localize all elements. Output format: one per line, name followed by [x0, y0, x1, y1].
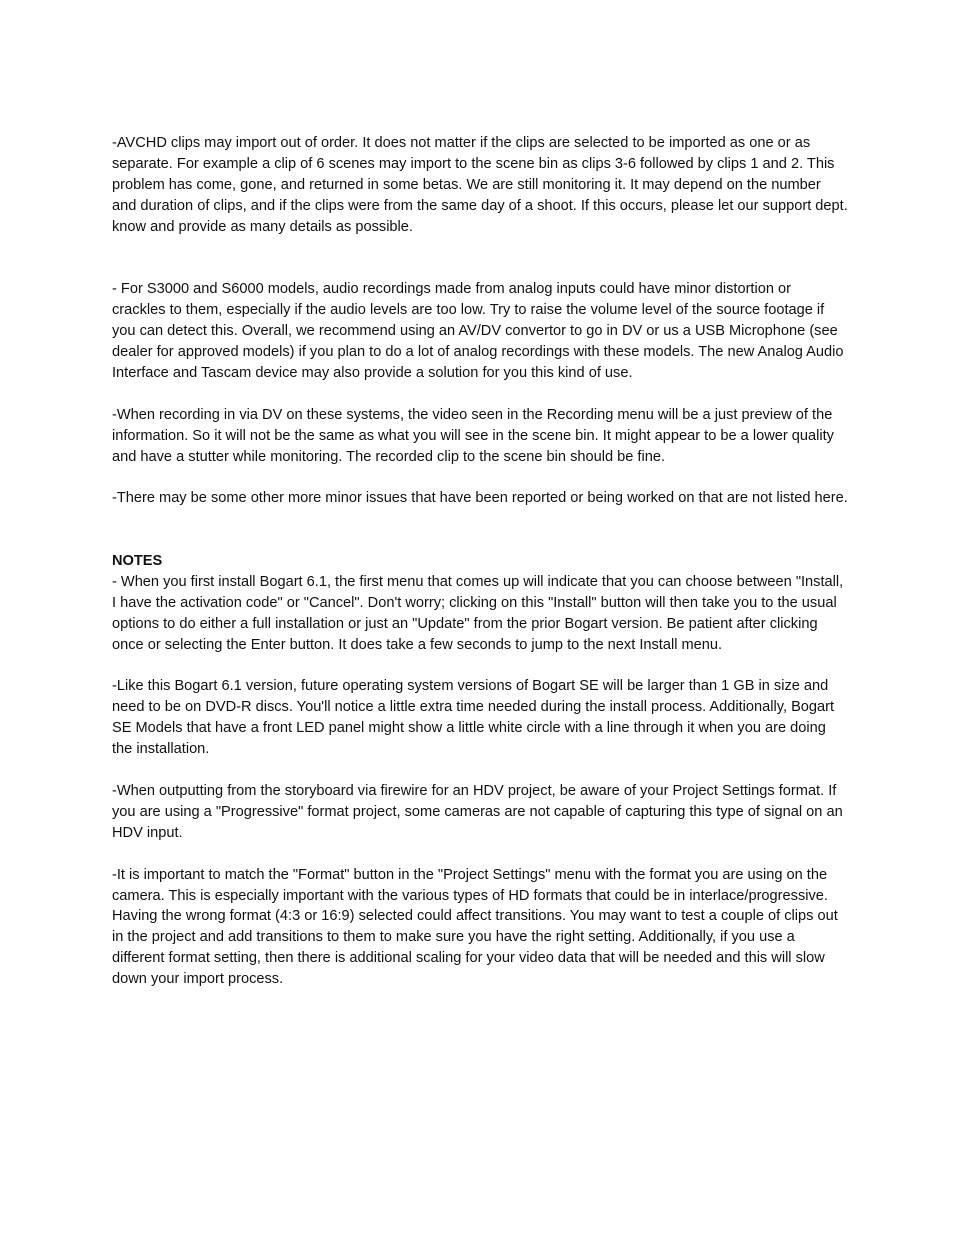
spacer	[112, 384, 848, 405]
paragraph-hdv-output-note: -When outputting from the storyboard via firewire for an HDV project, be aware of your Project Settings format. If you are using a "Progressive" format project, some cameras are not capable of capturing this type of signal on an HDV input.	[112, 783, 843, 841]
spacer	[112, 238, 848, 280]
paragraph-format-match-note: -It is important to match the "Format" button in the "Project Settings" menu with the format you are using on the camera. This is especially important with the various types of HD formats that could be in interlace/progressive. Having the wrong format (4:3 or 16:9) selected could affect transitions. You may want to test a couple of clips out in the project and add transitions to them to make sure you have the right setting. Additionally, if you use a different format setting, then there is additional scaling for your video data that will be needed and this will slow down your import process.	[112, 866, 838, 988]
paragraph-install-note: - When you first install Bogart 6.1, the first menu that comes up will indicate that you can choose between "Install, I have the activation code" or "Cancel". Don't worry; clicking on this "Install" button will then take you to the usual options to do either a full installation or just an "Update" from the prior Bogart version. Be patient after clicking once or selecting the Enter button. It does take a few seconds to jump to the next Install menu.	[112, 573, 844, 653]
spacer	[112, 844, 848, 865]
paragraph-dvd-size-note: -Like this Bogart 6.1 version, future operating system versions of Bogart SE will be larger than 1 GB in size and need to be on DVD-R discs. You'll notice a little extra time needed during the install process. Additionally, Bogart SE Models that have a front LED panel might show a little white circle with a line through it when you are doing the installation.	[112, 678, 835, 758]
paragraph-dv-recording-issue: -When recording in via DV on these systems, the video seen in the Recording menu will be a just preview of the information. So it will not be the same as what you will see in the scene bin. It might appear to be a lower quality and have a stutter while monitoring. The recorded clip to the scene bin should be fine.	[112, 406, 834, 465]
document-page	[112, 133, 848, 990]
notes-heading: NOTES	[112, 553, 163, 570]
spacer	[112, 760, 848, 781]
spacer	[112, 467, 848, 488]
paragraph-minor-issues: -There may be some other more minor issues that have been reported or being worked on that are not listed here.	[112, 490, 848, 507]
paragraph-avchd-issue: -AVCHD clips may import out of order. It does not matter if the clips are selected to be imported as one or as separate. For example a clip of 6 scenes may import to the scene bin as clips 3-6 followed by clips 1 and 2. This problem has come, gone, and returned in some betas. We are still monitoring it. It may depend on the number and duration of clips, and if the clips were from the same day of a shoot. If this occurs, please let our support dept. know and provide as many details as possible.	[112, 135, 848, 235]
spacer	[112, 656, 848, 677]
spacer	[112, 509, 848, 551]
paragraph-analog-audio-issue: - For S3000 and S6000 models, audio recordings made from analog inputs could have minor distortion or crackles to them, especially if the audio levels are too low. Try to raise the volume level of the source footage if you can detect this. Overall, we recommend using an AV/DV convertor to go in DV or us a USB Microphone (see dealer for approved models) if you plan to do a lot of analog recordings with these models. The new Analog Audio Interface and Tascam device may also provide a solution for you this kind of use.	[112, 281, 844, 381]
